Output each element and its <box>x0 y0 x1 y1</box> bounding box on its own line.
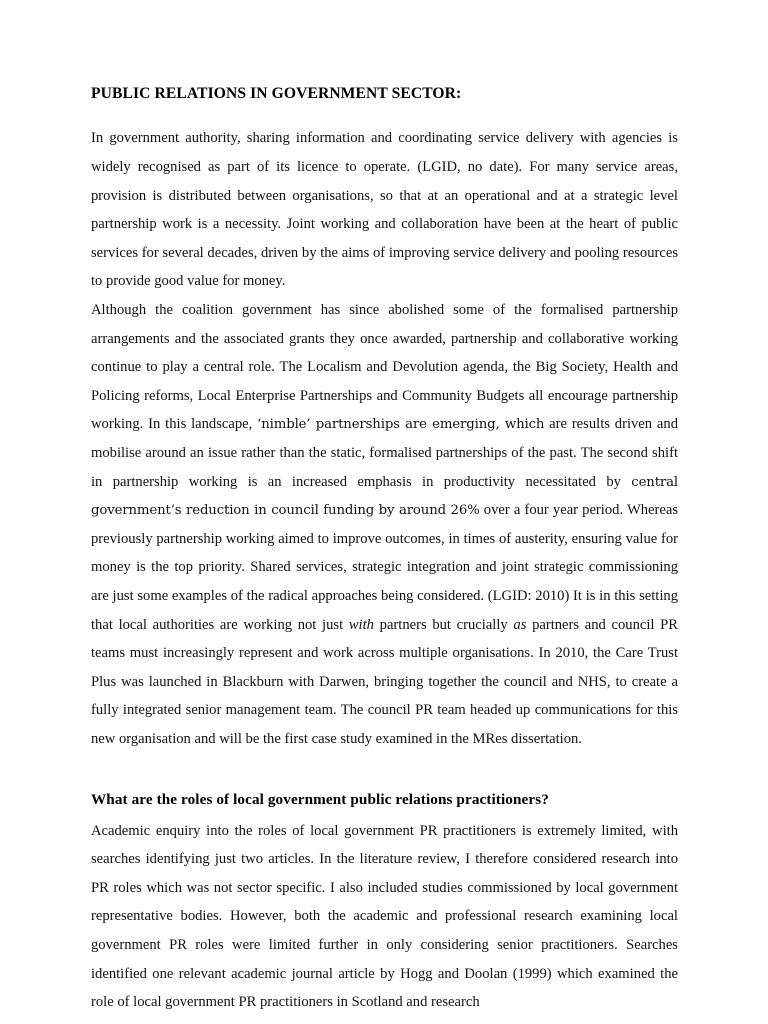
page-title: PUBLIC RELATIONS IN GOVERNMENT SECTOR: <box>91 85 462 102</box>
para2-alt-run-funding-reduction: central government’s reduction in council funding by around 26% <box>91 474 678 519</box>
para2-segment-5: partners and council PR teams must increasingly represent and work across multiple organisations. In 2010, the Care Trust Plus was launched in Blackburn with Darwen, bringing together the council and NHS, to create a fully integrated senior management team. The council PR team headed up communications for this new organisation and will be the first case study examined in the MRes dissertation. <box>91 616 679 747</box>
para2-segment-4: partners but crucially <box>373 616 514 633</box>
para2-segment-1: Although the coalition government has since abolished some of the formalised partnership arrangements and the associated grants they once awarded, partnership and collaborative working continue to play a central role. The Localism and Devolution agenda, the Big Society, Health and Policing reforms, Local Enterprise Partnerships and Community Budgets all encourage partnership working. In this landscape, <box>91 302 678 433</box>
para2-italic-with: with <box>348 616 374 633</box>
paragraph-introduction: In government authority, sharing information and coordinating service delivery with agencies is widely recognised as part of its licence to operate. (LGID, no date). For many service areas, provision is distributed between organisations, so that at an operational and at a strategic level partnership work is a necessity. Joint working and collaboration have been at the heart of public services for several decades, driven by the aims of improving service delivery and pooling resources to provide good value for money. <box>91 130 678 290</box>
section-heading-roles-question: What are the roles of local government public relations practitioners? <box>91 790 549 808</box>
para2-segment-2: are results driven and mobilise around an issue rather than the static, formalised partnerships of the past. The second shift in partnership working is an increased emphasis in productivity necessitated by <box>91 416 678 490</box>
para2-segment-3: over a four year period. Whereas previously partnership working aimed to improve outcomes, in times of austerity, ensuring value for money is the top priority. Shared services, strategic integration and joint strategic commissioning are just some examples of the radical approaches being considered. (LGID: 2010) It is in this setting that local authorities are working not just <box>91 502 679 633</box>
document-content <box>91 84 678 1017</box>
paragraph-partnership-working <box>91 296 678 754</box>
para2-alt-run-nimble-partnerships: ‘nimble’ partnerships are emerging, which <box>257 417 545 433</box>
para2-italic-as: as <box>513 616 527 633</box>
paragraph-academic-enquiry: Academic enquiry into the roles of local government PR practitioners is extremely limited, with searches identifying just two articles. In the literature review, I therefore considered research into PR roles which was not sector specific. I also included studies commissioned by local government representative bodies. However, both the academic and professional research examining local government PR roles were limited further in only considering senior practitioners. Searches identified one relevant academic journal article by Hogg and Doolan (1999) which examined the role of local government PR practitioners in Scotland and research <box>91 822 678 1011</box>
